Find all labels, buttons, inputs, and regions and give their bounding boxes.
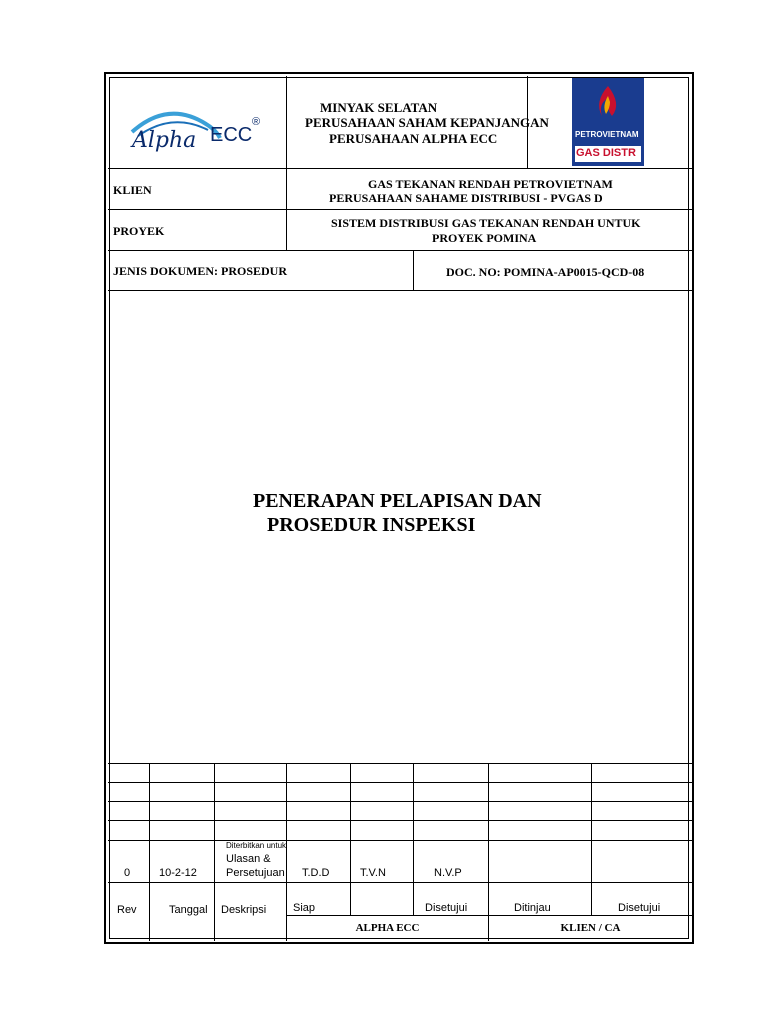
footer-client-ca: KLIEN / CA [560, 922, 621, 934]
divider [286, 76, 287, 250]
col-header-approved: Disetujui [425, 902, 468, 914]
divider [214, 763, 215, 941]
divider [350, 763, 351, 915]
col-header-date: Tanggal [169, 904, 208, 916]
col-header-reviewed: Ditinjau [514, 902, 551, 914]
description-line1: Ulasan & [226, 853, 271, 865]
divider [108, 801, 692, 802]
flame-icon [572, 82, 644, 128]
divider [108, 882, 692, 883]
project-line2: PROYEK POMINA [432, 231, 537, 245]
divider [413, 250, 414, 290]
divider [286, 763, 287, 941]
project-label: PROYEK [113, 224, 165, 238]
description-line2: Persetujuan [226, 867, 285, 879]
header-line1: MINYAK SELATAN [320, 100, 438, 115]
col-header-description: Deskripsi [221, 904, 267, 916]
header-line3: PERUSAHAAN ALPHA ECC [329, 131, 498, 146]
divider [108, 168, 692, 169]
company-logo [128, 102, 268, 158]
prepared-value: T.D.D [302, 867, 330, 879]
document-type: JENIS DOKUMEN: PROSEDUR [113, 264, 288, 278]
logo-registered: ® [252, 116, 261, 128]
header-line2: PERUSAHAAN SAHAM KEPANJANGAN [305, 115, 549, 130]
document-number: DOC. NO: POMINA-AP0015-QCD-08 [446, 265, 645, 279]
col-header-prepared: Siap [293, 902, 316, 914]
rev-value: 0 [124, 867, 131, 879]
client-line2: PERUSAHAAN SAHAME DISTRIBUSI - PVGAS D [329, 191, 603, 205]
client-logo-line2: GAS DISTR [576, 147, 636, 159]
divider [108, 763, 692, 764]
divider [488, 763, 489, 941]
divider [286, 915, 692, 916]
issued-for-note: Diterbitkan untuk [226, 841, 287, 850]
client-label: KLIEN [113, 183, 152, 197]
logo-mark: ECC [210, 124, 253, 146]
divider [108, 820, 692, 821]
project-line1: SISTEM DISTRIBUSI GAS TEKANAN RENDAH UNTUK [331, 216, 641, 230]
client-line1: GAS TEKANAN RENDAH PETROVIETNAM [368, 177, 613, 191]
reviewed-value: N.V.P [434, 867, 462, 879]
client-logo-line1: PETROVIETNAM [575, 130, 639, 139]
document-title-line2: PROSEDUR INSPEKSI [267, 514, 476, 536]
document-title-line1: PENERAPAN PELAPISAN DAN [253, 490, 542, 512]
divider [108, 782, 692, 783]
divider [108, 209, 692, 210]
divider [108, 250, 692, 251]
divider [149, 763, 150, 941]
divider [108, 290, 692, 291]
divider [108, 840, 692, 841]
logo-name: Alpha [132, 128, 197, 153]
col-header-client-approved: Disetujui [618, 902, 661, 914]
divider [413, 763, 414, 915]
col-header-rev: Rev [117, 904, 137, 916]
client-logo [572, 78, 644, 166]
footer-alpha-ecc: ALPHA ECC [355, 922, 420, 934]
approved-value: T.V.N [360, 867, 386, 879]
divider [591, 763, 592, 915]
date-value: 10-2-12 [159, 867, 197, 879]
